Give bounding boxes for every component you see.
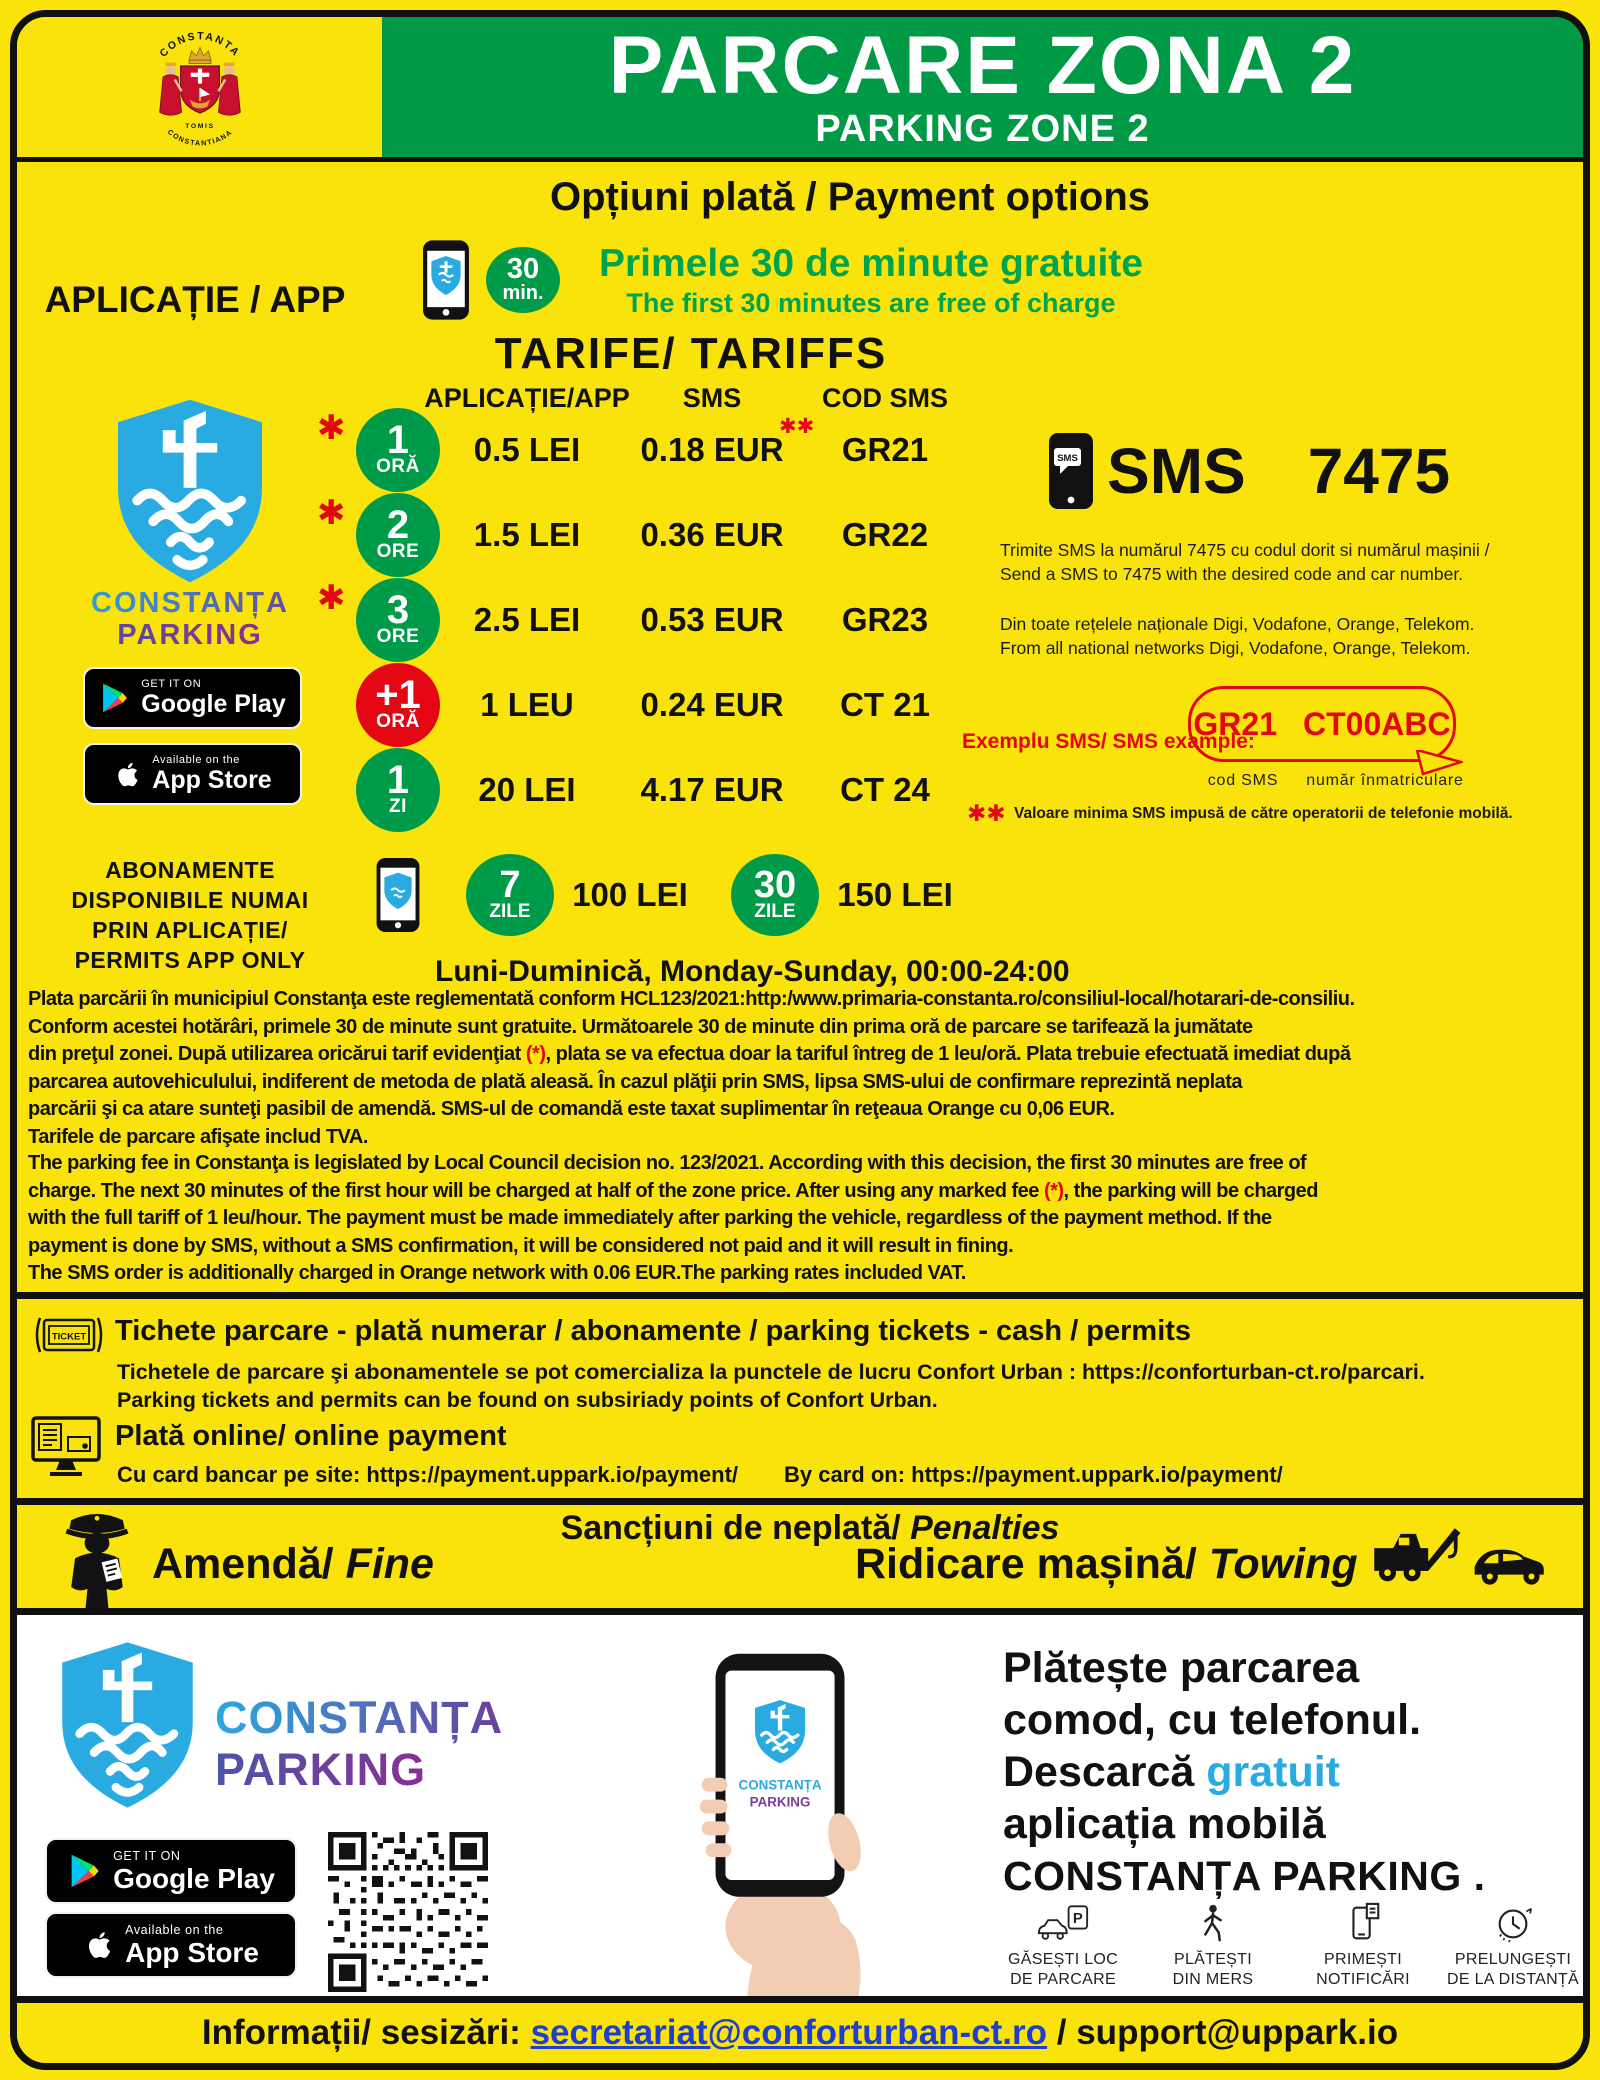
duration-unit: ORĂ — [376, 711, 420, 732]
duration-unit: ZILE — [489, 900, 531, 922]
legal-line — [28, 1150, 1573, 1178]
sms-networks-line: From all national networks Digi, Vodafone, Orange, Telekom. — [1000, 638, 1471, 658]
duration-unit: ZILE — [754, 900, 796, 922]
header — [17, 17, 1583, 162]
tickets-title: Tichete parcare - plată numerar / abonamente / parking tickets - cash / permits — [115, 1315, 1192, 1347]
duration-badge-30days — [731, 854, 819, 936]
constanta-parking-logo-icon — [55, 1638, 200, 1812]
phone-screen-brand1: CONSTANȚA — [738, 1777, 822, 1793]
promo-line: Plătește parcarea — [1003, 1644, 1360, 1692]
app-price: 2.5 LEI — [473, 601, 581, 638]
sms-instruction-ro-en — [1000, 538, 1585, 586]
feature-label: DE PARCARE — [1010, 1971, 1116, 1988]
double-asterisk-marker: ✱✱ — [967, 800, 1006, 826]
promo-line — [1003, 1746, 1486, 1798]
sms-price: 0.24 EUR — [640, 686, 784, 723]
weekly-price-7: 100 LEI — [572, 876, 688, 913]
feature-notifications — [1288, 1902, 1438, 1990]
app-column-label: APLICAȚIE / APP — [44, 279, 346, 320]
footer-contact-bar — [17, 1996, 1583, 2063]
feature-label: PRELUNGEȘTI — [1454, 1951, 1572, 1968]
legal-paragraph-ro — [28, 986, 1573, 1151]
text-segment: Penalties — [910, 1509, 1060, 1547]
example-plate-caption: număr înmatriculare — [1306, 772, 1464, 789]
text-segment: din preţul zonei. După utilizarea oricărui tarif evidenţiat — [28, 1043, 526, 1065]
app-price: 1.5 LEI — [473, 516, 581, 553]
page-subtitle: PARKING ZONE 2 — [815, 108, 1150, 150]
sms-instruction-line: Trimite SMS la numărul 7475 cu codul dorit si numărul mașinii / — [1000, 540, 1490, 560]
legal-line — [28, 1096, 1573, 1124]
promo-line: comod, cu telefonul. — [1003, 1696, 1422, 1744]
weekly-price-30: 150 LEI — [837, 876, 953, 913]
sms-title — [1107, 429, 1450, 513]
tow-truck-icon — [1368, 1514, 1568, 1604]
duration-number: 30 — [753, 863, 797, 906]
legal-line — [28, 1233, 1573, 1261]
text-segment: Fine — [345, 1540, 434, 1588]
badge-caption: GET IT ON — [113, 1848, 181, 1863]
payment-options-title: Opțiuni plată / Payment options — [549, 175, 1151, 219]
sms-price: 0.36 EUR — [640, 516, 784, 553]
feature-label: GĂSEȘTI LOC — [1008, 1951, 1118, 1968]
promo-headline — [1003, 1642, 1486, 1902]
column-header-app: APLICAȚIE/APP — [424, 383, 630, 413]
duration-number: 2 — [386, 503, 410, 547]
text-segment: , plata se va efectua doar la tariful întreg de 1 leu/oră. Plata trebuie efectuată imediat după — [545, 1043, 1351, 1065]
badge-store-name: Google Play — [113, 1862, 275, 1894]
text-segment: Amendă/ — [152, 1540, 346, 1588]
text-segment: Sancțiuni de neplată/ — [560, 1509, 911, 1547]
section-divider — [17, 1608, 1583, 1615]
duration-badge-plus1h — [356, 663, 440, 747]
sms-code: CT 21 — [840, 686, 930, 723]
walking-person-icon — [1191, 1902, 1235, 1944]
sms-number: 7475 — [1307, 435, 1451, 507]
duration-unit: ORĂ — [376, 456, 420, 477]
permits-note-line: DISPONIBILE NUMAI — [71, 887, 309, 913]
brand-parking: PARKING — [60, 619, 320, 651]
sms-bubble-text: SMS — [1057, 453, 1078, 464]
asterisk-marker: ✱ — [317, 579, 346, 617]
feature-label: DIN MERS — [1172, 1971, 1254, 1988]
find-parking-icon — [1037, 1902, 1089, 1944]
sms-instruction-line: Send a SMS to 7475 with the desired code and car number. — [1000, 564, 1464, 584]
promo-line: aplicația mobilă — [1003, 1800, 1326, 1848]
coat-of-arms-cell — [17, 17, 382, 157]
clock-extend-icon — [1491, 1902, 1535, 1944]
legal-line — [28, 1069, 1573, 1097]
free-30-unit: min. — [502, 282, 544, 304]
feature-list — [988, 1902, 1588, 1990]
legal-line — [28, 1124, 1573, 1152]
feature-find-parking — [988, 1902, 1138, 1990]
sms-code: GR21 — [841, 431, 929, 468]
legal-line — [28, 1260, 1573, 1288]
legal-paragraph-en — [28, 1150, 1573, 1288]
parking-letter: P — [1072, 1911, 1083, 1927]
legal-line — [28, 1014, 1573, 1042]
permits-note-line: PERMITS APP ONLY — [74, 947, 306, 973]
duration-badge-1day — [356, 748, 440, 832]
towing-label — [855, 1540, 1358, 1589]
sms-networks-ro-en — [1000, 612, 1585, 660]
free-30-line-en: The first 30 minutes are free of charge — [626, 287, 1116, 318]
sms-code: GR22 — [841, 516, 929, 553]
brand-parking: PARKING — [215, 1744, 503, 1796]
text-segment: Conform acestei hotărâri, primele 30 de minute sunt gratuite. Următoarele 30 de minute din prima oră de parcare se tarifează la jumătate — [28, 1015, 1253, 1038]
page-title: PARCARE ZONA 2 — [608, 20, 1357, 111]
ticket-icon — [32, 1310, 106, 1360]
google-play-badge[interactable] — [45, 1838, 297, 1904]
free-30-number: 30 — [506, 253, 540, 285]
example-code-caption: cod SMS — [1207, 772, 1279, 789]
sms-phone-icon — [1048, 432, 1094, 510]
sms-code: CT 24 — [840, 771, 930, 808]
constanta-coat-of-arms-icon — [137, 24, 263, 150]
column-header-cod: COD SMS — [821, 383, 948, 413]
badge-caption: Available on the — [125, 1922, 224, 1937]
app-price: 0.5 LEI — [473, 431, 581, 468]
asterisk-marker: ✱ — [317, 409, 346, 447]
duration-badge-1h — [356, 408, 440, 492]
weekly-permits-row — [17, 853, 1583, 937]
sms-price: 0.18 EUR — [640, 431, 784, 468]
online-payment-urls — [117, 1462, 1283, 1488]
phone-screen-brand2: PARKING — [749, 1794, 811, 1810]
qr-code — [328, 1832, 488, 1992]
coat-bottom-text: CONSTANTIANA — [165, 128, 234, 148]
legal-line — [28, 1205, 1573, 1233]
free-30-row — [422, 239, 1166, 321]
feature-label: PLĂTEȘTI — [1174, 1951, 1252, 1968]
badge-store-name: App Store — [152, 766, 272, 794]
badge-store-name: App Store — [125, 1936, 259, 1968]
duration-badge-2h — [356, 493, 440, 577]
legal-line — [28, 1178, 1573, 1206]
permits-note-line: ABONAMENTE — [105, 857, 275, 883]
duration-number: +1 — [375, 673, 421, 717]
sms-example-plate: CT00ABC — [1303, 705, 1451, 742]
sms-word: SMS — [1107, 435, 1246, 507]
sms-example-label: Exemplu SMS/ SMS example: — [962, 730, 1255, 753]
text-segment: Descarcă — [1003, 1748, 1207, 1796]
tariffs-title: TARIFE/ TARIFFS — [494, 329, 888, 378]
duration-badge-7days — [466, 854, 554, 936]
double-asterisk-marker: ✱✱ — [779, 415, 815, 438]
feature-label: PRIMEȘTI — [1324, 1951, 1402, 1968]
duration-unit: ZI — [389, 796, 407, 817]
online-payment-icon — [30, 1415, 102, 1479]
free-30-line-ro: Primele 30 de minute gratuite — [598, 241, 1143, 285]
duration-number: 3 — [386, 588, 410, 632]
poster-frame — [10, 10, 1590, 2070]
text-segment: The parking fee in Constanţa is legislated by Local Council decision no. 123/2021. According with this decision, the first 30 minutes are free of — [28, 1152, 1307, 1174]
text-segment: (*) — [525, 1043, 546, 1065]
free-30-badge — [486, 247, 560, 313]
badge-store-name: Google Play — [141, 690, 286, 718]
duration-number: 1 — [386, 418, 410, 462]
app-phone-icon-small — [375, 857, 421, 933]
text-segment: (*) — [1043, 1179, 1064, 1202]
text-segment: The SMS order is additionally charged in Orange network with 0.06 EUR.The parking rates included VAT. — [28, 1262, 966, 1284]
sms-example-code: GR21 — [1193, 705, 1277, 742]
duration-number: 7 — [499, 863, 521, 906]
text-segment: parcării şi ca atare sunteţi pasibil de amendă. SMS-ul de comandă este taxat suplimentar în reţeaua Orange cu 0,06 EUR. — [28, 1098, 1115, 1120]
text-segment: Tarifele de parcare afişate includ TVA. — [28, 1125, 368, 1148]
app-phone-icon — [422, 239, 470, 321]
sms-price: 0.53 EUR — [640, 601, 784, 638]
text-segment: with the full tariff of 1 leu/hour. The payment must be made immediately after parking the vehicle, regardless of the payment method. If the — [28, 1207, 1272, 1229]
text-segment: payment is done by SMS, without a SMS confirmation, it will be considered not paid and it will result in fining. — [28, 1234, 1014, 1257]
app-price: 1 LEU — [480, 686, 574, 723]
duration-badge-3h — [356, 578, 440, 662]
online-url-en: By card on: https://payment.uppark.io/payment/ — [784, 1462, 1283, 1487]
promo-brand-line: CONSTANȚA PARKING . — [1003, 1853, 1486, 1899]
badge-caption: Available on the — [152, 754, 240, 766]
text-segment: Plata parcării în municipiul Constanţa este reglementată conform HCL123/2021:http:/www.primaria-constanta.ro/consiliul-local/hotarari-de-consiliu. — [28, 988, 1355, 1010]
feature-pay-on-the-go — [1138, 1902, 1288, 1990]
text-segment: , the parking will be charged — [1063, 1179, 1318, 1202]
duration-unit: ORE — [376, 626, 420, 647]
schedule-line: Luni-Duminică, Monday-Sunday, 00:00-24:00 — [435, 955, 1070, 988]
online-url-ro: Cu card bancar pe site: https://payment.uppark.io/payment/ — [117, 1462, 739, 1487]
asterisk-marker: ✱ — [317, 494, 346, 532]
feature-extend-remotely — [1438, 1902, 1588, 1990]
app-price: 20 LEI — [478, 771, 576, 808]
free-30-text — [576, 242, 1166, 319]
hand-holding-phone-image — [655, 1629, 910, 1996]
promo-wordmark — [215, 1692, 503, 1796]
brand-constanta: CONSTANȚA — [60, 587, 320, 619]
duration-unit: ORE — [376, 541, 420, 562]
coat-tomis-text: TOMIS — [184, 123, 215, 131]
column-header-sms: SMS — [682, 383, 742, 413]
section-divider — [17, 1498, 1583, 1505]
legal-line — [28, 1041, 1573, 1069]
sms-networks-line: Din toate rețelele naționale Digi, Vodafone, Orange, Telekom. — [1000, 614, 1475, 634]
fine-label — [152, 1540, 434, 1589]
section-divider — [17, 1292, 1583, 1299]
text-segment: Ridicare mașină/ — [855, 1540, 1209, 1588]
text-segment: charge. The next 30 minutes of the first hour will be charged at half of the zone price. After using any marked fee — [28, 1179, 1044, 1202]
police-officer-icon — [52, 1503, 142, 1608]
duration-number: 1 — [386, 758, 410, 802]
google-play-icon — [67, 1852, 101, 1890]
apple-icon — [83, 1928, 113, 1962]
tickets-sub-ro: Tichetele de parcare şi abonamentele se pot comercializa la punctele de lucru Confort Urban : https://conforturban-ct.ro/parcari. — [117, 1360, 1425, 1384]
sms-price: 4.17 EUR — [640, 771, 784, 808]
online-payment-title: Plată online/ online payment — [115, 1420, 507, 1452]
svg-text:CONSTANTIANA — [165, 128, 233, 147]
text-segment: parcarea autovehiculului, indiferent de metoda de plată aleasă. În cazul plăţii prin SMS, lipsa SMS-ului de confirmare reprezintă neplata — [28, 1070, 1243, 1093]
coat-top-text: CONSTANTA — [156, 30, 243, 60]
feature-label: DE LA DISTANȚĂ — [1447, 1971, 1579, 1988]
text-segment: gratuit — [1206, 1748, 1341, 1796]
phone-notification-icon — [1341, 1902, 1385, 1944]
text-segment: Informații/ sesizări: — [201, 2013, 531, 2052]
ticket-icon-label: TICKET — [51, 1331, 87, 1343]
badge-caption: GET IT ON — [141, 678, 202, 690]
header-title-panel — [382, 17, 1583, 157]
legal-line — [28, 986, 1573, 1014]
tickets-sub-en: Parking tickets and permits can be found on subsiriady points of Confort Urban. — [117, 1388, 938, 1412]
app-store-badge[interactable] — [45, 1912, 297, 1978]
permits-note-line: PRIN APLICAȚIE/ — [92, 917, 288, 943]
text-segment: / support@uppark.io — [1047, 2013, 1399, 2052]
text-segment: Towing — [1208, 1540, 1358, 1588]
sms-code: GR23 — [841, 601, 929, 638]
feature-label: NOTIFICĂRI — [1316, 1971, 1410, 1988]
footer-email-link[interactable]: secretariat@conforturban-ct.ro — [530, 2013, 1048, 2052]
sms-minimum-note: Valoare minima SMS impusă de către operatorii de telefonie mobilă. — [1014, 805, 1513, 822]
app-promo-section — [17, 1615, 1583, 1996]
brand-constanta: CONSTANȚA — [215, 1692, 504, 1743]
